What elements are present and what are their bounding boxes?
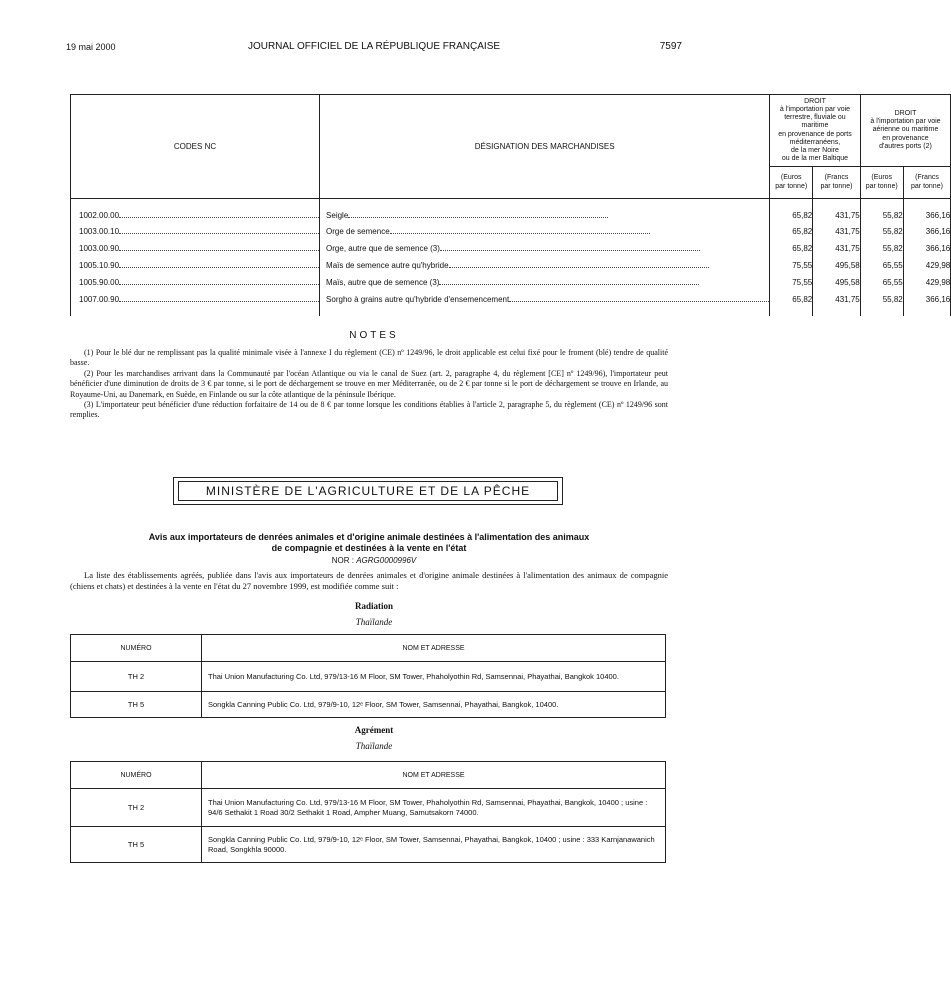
euros-other-cell-text: 55,82 — [882, 295, 903, 304]
francs-med-cell-text: 431,75 — [835, 244, 860, 253]
euros-med-cell — [770, 274, 813, 291]
designation-cell — [320, 274, 770, 291]
radiation-table — [70, 634, 666, 718]
nc-code-cell — [71, 240, 320, 257]
francs-med-cell — [813, 274, 860, 291]
euros-other-cell — [860, 199, 903, 224]
leader-dots — [119, 301, 319, 302]
francs-med-cell-text: 495,58 — [835, 278, 860, 287]
agrement-address: Songkla Canning Public Co. Ltd, 979/9-10, 12ᵉ Floor, SM Tower, Samsennai, Phayathai, Bangkok, 10400 ; usine : 333 Karnjanawanich Road, Songkhla 90000. — [202, 827, 666, 863]
ministry-title: MINISTÈRE DE L'AGRICULTURE ET DE LA PÊCHE — [178, 481, 558, 501]
nc-code-cell-text: 1007.00.90 — [79, 295, 120, 304]
designation-cell — [320, 257, 770, 274]
francs-med-cell-text: 431,75 — [835, 227, 860, 236]
avis-intro — [70, 570, 668, 591]
table-row — [71, 223, 951, 240]
header-line: à l'importation par voie — [870, 118, 941, 126]
table-row — [71, 692, 666, 718]
designation-cell-text: Sorgho à grains autre qu'hybride d'ensemencement — [326, 295, 510, 304]
page-number: 7597 — [659, 41, 682, 52]
radiation-col-numero: NUMÉRO — [71, 635, 202, 662]
nc-code-cell-text: 1002.00.00 — [79, 210, 120, 220]
header-line: ou de la mer Baltique — [781, 154, 849, 162]
nor-label: NOR : — [331, 556, 354, 565]
nor-reference — [0, 556, 748, 565]
table-row — [71, 199, 951, 224]
header-line: terrestre, fluviale ou maritime — [784, 114, 846, 130]
header-line: par tonne) — [911, 182, 943, 190]
francs-med-cell — [813, 199, 860, 224]
header-line: d'autres ports (2) — [879, 142, 932, 150]
francs-other-cell — [903, 274, 950, 291]
header-line: par tonne) — [820, 182, 853, 190]
leader-dots — [119, 233, 319, 234]
header-line: (Francs — [824, 174, 849, 182]
francs-med-cell-text: 431,75 — [835, 210, 860, 220]
euros-other-cell-text: 55,82 — [882, 244, 903, 253]
header-line: aérienne ou maritime — [872, 126, 939, 134]
designation-cell — [320, 291, 770, 316]
sub-francs-2 — [903, 167, 950, 199]
radiation-address: Songkla Canning Public Co. Ltd, 979/9-10, 12ᵉ Floor, SM Tower, Samsennai, Phayathai, Bangkok, 10400. — [202, 692, 666, 718]
euros-other-cell — [860, 240, 903, 257]
avis-title-line-1: Avis aux importateurs de denrées animales et d'origine animale destinées à l'alimentation des animaux — [148, 532, 590, 542]
euros-med-cell-text: 65,82 — [792, 210, 813, 220]
col-droit-mediterranean — [770, 95, 861, 167]
leader-dots — [509, 301, 769, 302]
note-3: (3) L'importateur peut bénéficier d'une réduction forfaitaire de 14 ou de 8 € par tonne lorsque les conditions établies à l'article 2, paragraphe 5, du règlement (CE) nº 1249/96 sont remplies. — [70, 400, 668, 420]
nc-code-cell — [71, 291, 320, 316]
duties-table — [70, 94, 951, 316]
nor-value: AGRG0000996V — [356, 556, 417, 565]
euros-other-cell-text: 55,82 — [882, 227, 903, 236]
designation-cell — [320, 199, 770, 224]
leader-dots — [119, 267, 319, 268]
designation-cell — [320, 223, 770, 240]
francs-other-cell-text: 366,16 — [925, 210, 951, 220]
agrement-col-numero: NUMÉRO — [71, 762, 202, 789]
notes-title: NOTES — [349, 330, 399, 341]
ministry-box — [173, 477, 563, 505]
euros-other-cell-text: 65,55 — [882, 261, 903, 270]
header-line: méditerranéens, — [789, 138, 841, 146]
nc-code-cell-text: 1003.00.90 — [79, 244, 120, 253]
euros-med-cell — [770, 199, 813, 224]
euros-other-cell — [860, 257, 903, 274]
francs-med-cell — [813, 257, 860, 274]
nc-code-cell — [71, 274, 320, 291]
nc-code-cell-text: 1005.90.00 — [79, 278, 120, 287]
euros-other-cell — [860, 274, 903, 291]
euros-med-cell-text: 65,82 — [792, 227, 813, 236]
droit1-text — [778, 98, 852, 161]
avis-title — [70, 532, 668, 554]
radiation-col-nom: NOM ET ADRESSE — [202, 635, 666, 662]
radiation-heading: Radiation — [354, 601, 393, 611]
euros-med-cell — [770, 223, 813, 240]
euros-med-cell-text: 75,55 — [792, 278, 813, 287]
header-line: de la mer Noire — [791, 146, 839, 154]
note-1: (1) Pour le blé dur ne remplissant pas la qualité minimale visée à l'annexe I du règlement (CE) nº 1249/96, le droit applicable est celui fixé pour le froment (blé) tendre de qualité basse. — [70, 348, 668, 368]
francs-other-cell — [903, 199, 950, 224]
francs-other-cell — [903, 257, 950, 274]
header-line: DROIT — [894, 110, 917, 118]
col-designation: DÉSIGNATION DES MARCHANDISES — [320, 95, 770, 199]
note-2: (2) Pour les marchandises arrivant dans la Communauté par l'océan Atlantique ou via le canal de Suez (art. 2, paragraphe 4, du règlement [CE] nº 1249/96), l'importateur peut bénéficier d'une diminution de droits de 3 € par tonne, si le port de déchargement se trouve en mer Méditerranée, ou de 2 € par tonne si le port de déchargement se trouve en Irlande, au Royaume-Uni, au Danemark, en Suède, en Finlande ou sur la côte atlantique de la péninsule Ibérique. — [70, 368, 668, 399]
avis-intro-text: La liste des établissements agréés, publiée dans l'avis aux importateurs de denrées animales et d'origine animale destinées à l'alimentation des animaux de compagnie (chiens et chats) et destinées à la vente en l'état du 27 novembre 1999, est modifiée comme suit : — [70, 570, 668, 591]
nc-code-cell-text: 1005.10.90 — [79, 261, 120, 270]
francs-other-cell-text: 429,98 — [925, 278, 951, 287]
leader-dots — [119, 250, 319, 251]
radiation-numero: TH 5 — [71, 692, 202, 718]
francs-med-cell — [813, 291, 860, 316]
radiation-country: Thaïlande — [355, 617, 393, 627]
nc-code-cell-text: 1003.00.10 — [79, 227, 120, 236]
nc-code-cell — [71, 257, 320, 274]
leader-dots — [439, 284, 699, 285]
francs-other-cell — [903, 223, 950, 240]
francs-other-cell — [903, 291, 950, 316]
leader-dots — [119, 284, 319, 285]
nc-code-cell — [71, 223, 320, 240]
table-row — [71, 662, 666, 692]
euros-med-cell — [770, 257, 813, 274]
table-row — [71, 827, 666, 863]
francs-med-cell-text: 495,58 — [835, 261, 860, 270]
euros-med-cell-text: 65,82 — [792, 295, 813, 304]
euros-other-cell-text: 55,82 — [882, 210, 903, 220]
designation-cell-text: Maïs, autre que de semence (3) — [326, 278, 440, 287]
header-line: (Francs — [915, 174, 939, 182]
header-line: DROIT — [804, 98, 826, 106]
avis-title-line-2: de compagnie et destinées à la vente en l'état — [271, 543, 467, 553]
agrement-address: Thai Union Manufacturing Co. Ltd, 979/13-16 M Floor, SM Tower, Phaholyothin Rd, Samsennai, Phayathai, Bangkok, 10400 ; usine : 94/6 Sethakit 1 Road 30/2 Sethakit 1 Road, Ampher Muang, Samutsakorn 74000. — [202, 789, 666, 827]
droit2-text — [870, 110, 940, 149]
header-line: par tonne) — [865, 182, 898, 190]
euros-other-cell-text: 65,55 — [882, 278, 903, 287]
euros-other-cell — [860, 223, 903, 240]
sub-euros-2 — [860, 167, 903, 199]
sub-euros-2-text — [866, 174, 898, 189]
header-date: 19 mai 2000 — [66, 42, 116, 52]
francs-med-cell — [813, 240, 860, 257]
francs-med-cell-text: 431,75 — [835, 295, 860, 304]
leader-dots — [449, 267, 709, 268]
col-codes-nc: CODES NC — [71, 95, 320, 199]
agrement-col-nom: NOM ET ADRESSE — [202, 762, 666, 789]
table-row — [71, 257, 951, 274]
notes — [70, 348, 668, 421]
leader-dots — [440, 250, 700, 251]
euros-med-cell — [770, 291, 813, 316]
francs-other-cell-text: 366,16 — [925, 244, 951, 253]
designation-cell-text: Seigle — [326, 210, 349, 220]
agrement-heading: Agrément — [354, 725, 394, 735]
agrement-numero: TH 5 — [71, 827, 202, 863]
table-row — [71, 789, 666, 827]
designation-cell-text: Orge, autre que de semence (3) — [326, 244, 440, 253]
radiation-numero: TH 2 — [71, 662, 202, 692]
euros-med-cell-text: 75,55 — [792, 261, 813, 270]
leader-dots — [119, 217, 319, 218]
sub-francs-2-text — [911, 174, 943, 189]
header-line: en provenance de ports — [778, 130, 852, 138]
euros-med-cell-text: 65,82 — [792, 244, 813, 253]
table-row — [71, 274, 951, 291]
page-header — [66, 42, 682, 56]
designation-cell-text: Orge de semence — [326, 227, 390, 236]
col-droit-other — [860, 95, 951, 167]
header-line: (Euros — [871, 174, 893, 182]
euros-med-cell — [770, 240, 813, 257]
agrement-table — [70, 761, 666, 863]
francs-other-cell-text: 366,16 — [925, 227, 951, 236]
header-line: à l'importation par voie — [779, 106, 851, 114]
francs-med-cell — [813, 223, 860, 240]
table-row — [71, 240, 951, 257]
designation-cell — [320, 240, 770, 257]
sub-francs-1 — [813, 167, 860, 199]
header-line: par tonne) — [775, 182, 808, 190]
leader-dots — [348, 217, 608, 218]
agrement-country: Thaïlande — [355, 741, 393, 751]
designation-cell-text: Maïs de semence autre qu'hybride — [326, 261, 449, 270]
francs-other-cell-text: 429,98 — [925, 261, 951, 270]
agrement-numero: TH 2 — [71, 789, 202, 827]
leader-dots — [390, 233, 650, 234]
sub-francs-1-text — [821, 174, 853, 189]
francs-other-cell-text: 366,16 — [925, 295, 951, 304]
header-line: (Euros — [780, 174, 802, 182]
francs-other-cell — [903, 240, 950, 257]
radiation-address: Thai Union Manufacturing Co. Ltd, 979/13-16 M Floor, SM Tower, Phaholyothin Rd, Samsennai, Phayathai, Bangkok 10400. — [202, 662, 666, 692]
sub-euros-1-text — [775, 174, 807, 189]
euros-other-cell — [860, 291, 903, 316]
nc-code-cell — [71, 199, 320, 224]
sub-euros-1 — [770, 167, 813, 199]
header-line: en provenance — [882, 134, 929, 142]
journal-title: JOURNAL OFFICIEL DE LA RÉPUBLIQUE FRANÇAISE — [247, 41, 501, 52]
table-row — [71, 291, 951, 316]
